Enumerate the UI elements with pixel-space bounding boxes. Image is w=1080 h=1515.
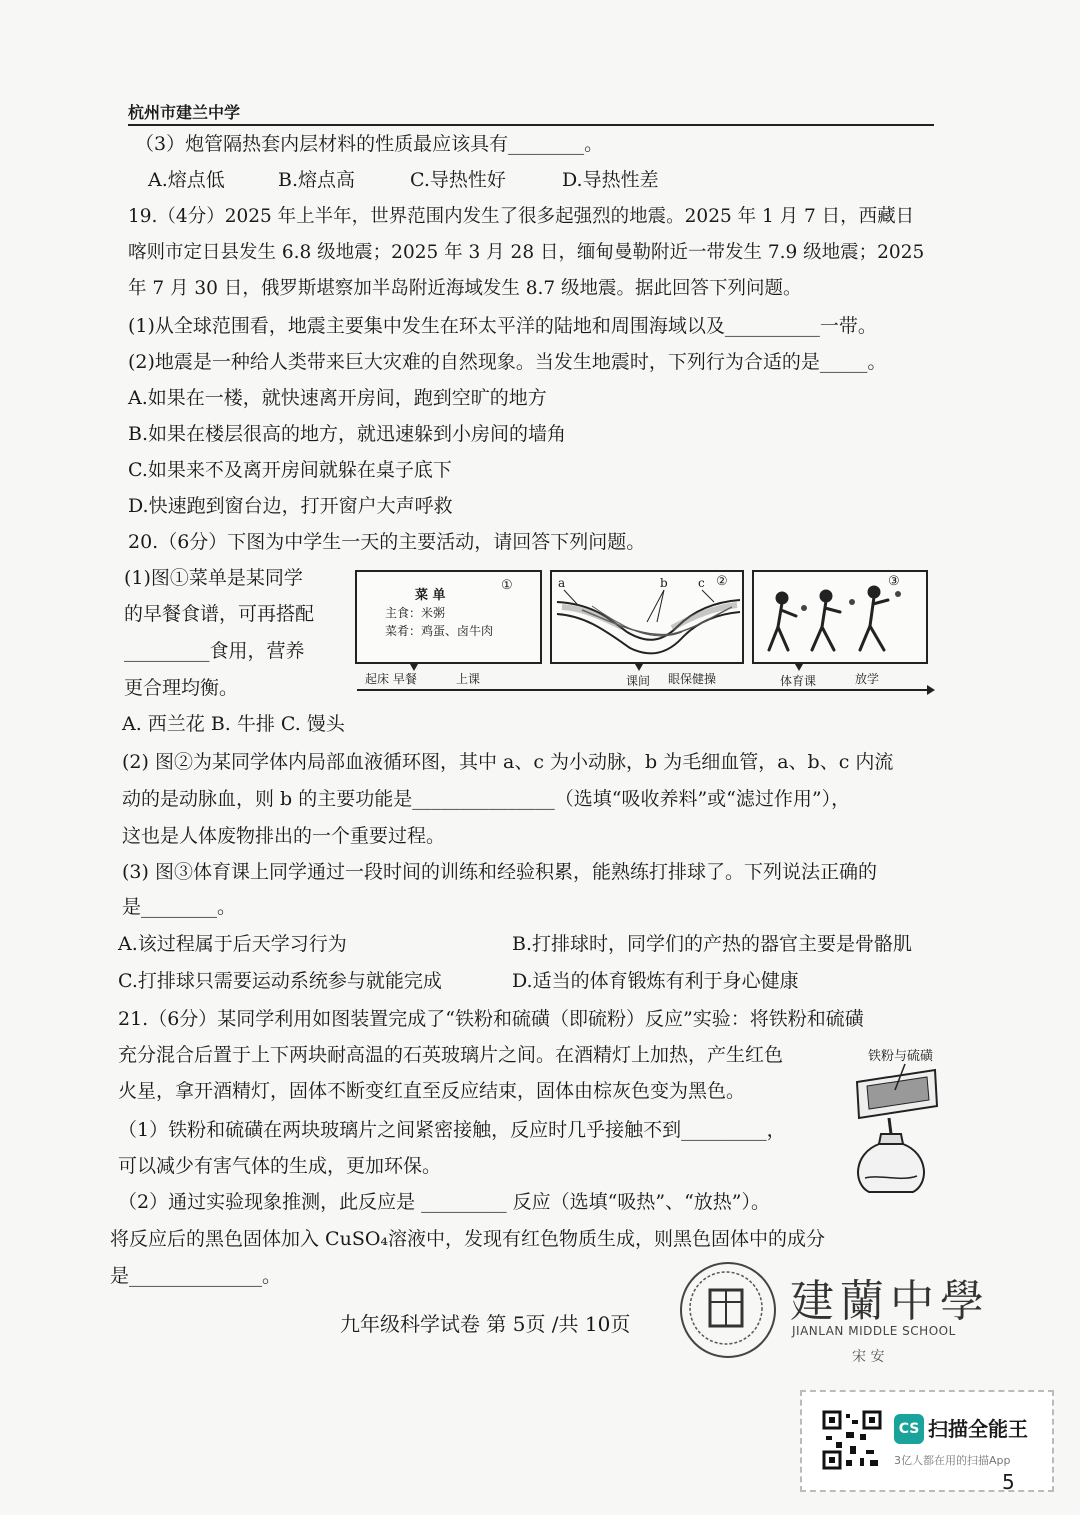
timeline-label-pe: 体育课 — [780, 674, 817, 688]
q18-option-c: C.导热性好 — [410, 169, 506, 191]
figure-number-3: ③ — [888, 574, 900, 589]
q21-sub2-line1: （2）通过实验现象推测，此反应是 _________ 反应（选填“吸热”、“放热”）。 — [118, 1191, 771, 1213]
capillary-diagram — [552, 572, 742, 662]
q20-option-c: C.打排球只需要运动系统参与就能完成 — [118, 970, 442, 992]
q20-option-d: D.适当的体育锻炼有利于身心健康 — [512, 970, 799, 992]
q21-sub1-line1: （1）铁粉和硫磺在两块玻璃片之间紧密接触，反应时几乎接触不到_________， — [118, 1119, 786, 1141]
menu-main-dish: 主食：米粥 — [385, 606, 446, 620]
timeline-label-eye-exercise: 眼保健操 — [668, 672, 717, 686]
stamp-school-english: JIANLAN MIDDLE SCHOOL — [792, 1324, 956, 1338]
figure-menu-panel — [355, 570, 542, 664]
q19-line3: 年 7 月 30 日，俄罗斯堪察加半岛附近海域发生 8.7 级地震。据此回答下列问题。 — [128, 278, 802, 299]
label-c: c — [698, 576, 705, 590]
menu-side-dish: 菜肴：鸡蛋、卤牛肉 — [385, 624, 494, 638]
q19-line1: 19.（4分）2025 年上半年，世界范围内发生了很多起强烈的地震。2025 年 1 月 7 日，西藏日 — [128, 206, 915, 227]
q20-sub1-line1: (1)图①菜单是某同学 — [124, 567, 303, 589]
q19-line2: 喀则市定日县发生 6.8 级地震；2025 年 3 月 28 日，缅甸曼勒附近一带发生 7.9 级地震；2025 — [128, 242, 925, 263]
q19-sub1: (1)从全球范围看，地震主要集中发生在环太平洋的陆地和周围海域以及__________一带。 — [128, 315, 877, 337]
camscanner-logo-icon: CS — [894, 1414, 924, 1444]
alcohol-lamp-apparatus — [845, 1062, 945, 1202]
stamp-signature: 宋 安 — [852, 1349, 885, 1365]
corner-page-number: 5 — [1002, 1470, 1015, 1494]
school-seal — [680, 1262, 776, 1358]
figure-circulation-panel — [550, 570, 744, 664]
q21-sub1-line2: 可以减少有害气体的生成，更加环保。 — [118, 1155, 442, 1177]
timeline-tick-pe — [795, 664, 803, 671]
q20-sub3-line2: 是________。 — [122, 896, 237, 918]
figure-volleyball-panel — [752, 570, 928, 664]
figure-number-1: ① — [501, 578, 513, 593]
q20-option-a: A.该过程属于后天学习行为 — [118, 933, 347, 955]
menu-title: 菜 单 — [415, 588, 446, 603]
label-b: b — [660, 576, 668, 590]
q19-option-a: A.如果在一楼，就快速离开房间，跑到空旷的地方 — [128, 387, 547, 409]
q20-sub2-line2: 动的是动脉血，则 b 的主要功能是_______________（选填“吸收养料”或“滤过作用”）， — [122, 788, 851, 810]
qr-code-icon — [822, 1410, 882, 1470]
q21-line1: 21.（6分）某同学利用如图装置完成了“铁粉和硫磺（即硫粉）反应”实验：将铁粉和硫磺 — [118, 1008, 864, 1030]
q20-sub1-line2: 的早餐食谱，可再搭配 — [124, 603, 315, 625]
q20-sub1-line4: 更合理均衡。 — [124, 677, 239, 699]
q18-option-d: D.导热性差 — [562, 169, 659, 191]
q20-sub1-line3: _________食用，营养 — [124, 640, 305, 662]
scanner-brand: 扫描全能王 — [928, 1417, 1028, 1441]
school-header: 杭州市建兰中学 — [128, 103, 241, 122]
timeline-label-wake-breakfast: 起床 早餐 — [365, 672, 417, 686]
figure-number-2: ② — [716, 574, 728, 589]
q18-sub3: （3）炮管隔热套内层材料的性质最应该具有________。 — [135, 133, 604, 155]
q18-option-b: B.熔点高 — [278, 169, 356, 191]
q19-option-b: B.如果在楼层很高的地方，就迅速躲到小房间的墙角 — [128, 423, 567, 445]
timeline-label-class: 上课 — [456, 672, 481, 686]
q21-line2: 充分混合后置于上下两块耐高温的石英玻璃片之间。在酒精灯上加热，产生红色 — [118, 1044, 784, 1066]
timeline-tick-break — [635, 664, 643, 671]
q19-option-c: C.如果来不及离开房间就躲在桌子底下 — [128, 459, 452, 481]
page-footer: 九年级科学试卷 第 5页 /共 10页 — [340, 1312, 631, 1336]
q19-option-d: D.快速跑到窗台边，打开窗户大声呼救 — [128, 495, 453, 517]
stamp-school-name: 建蘭中學 — [790, 1276, 990, 1327]
q18-option-a: A.熔点低 — [148, 169, 225, 191]
q20-title: 20.（6分）下图为中学生一天的主要活动，请回答下列问题。 — [128, 531, 646, 553]
scanner-tagline: 3亿人都在用的扫描App — [894, 1454, 1011, 1467]
seal-emblem-icon — [680, 1262, 772, 1354]
q20-sub2-line3: 这也是人体废物排出的一个重要过程。 — [122, 825, 446, 847]
label-a: a — [558, 576, 566, 590]
q20-sub3-line1: (3) 图③体育课上同学通过一段时间的训练和经验积累，能熟练打排球了。下列说法正确的 — [122, 861, 877, 883]
q19-sub2: (2)地震是一种给人类带来巨大灾难的自然现象。当发生地震时，下列行为合适的是_____。 — [128, 351, 887, 373]
header-rule — [128, 124, 934, 126]
q21-sub2-line3: 是______________。 — [110, 1265, 282, 1287]
q20-option-b: B.打排球时，同学们的产热的器官主要是骨骼肌 — [512, 933, 913, 955]
q20-sub2-line1: (2) 图②为某同学体内局部血液循环图，其中 a、c 为小动脉，b 为毛细血管，a、b、c 内流 — [122, 751, 894, 773]
timeline-label-dismissal: 放学 — [855, 672, 880, 686]
scanner-watermark — [800, 1390, 1054, 1492]
timeline-label-break: 课间 — [626, 674, 651, 688]
q21-line3: 火星，拿开酒精灯，固体不断变红直至反应结束，固体由棕灰色变为黑色。 — [118, 1080, 746, 1102]
apparatus-label: 铁粉与硫磺 — [868, 1049, 934, 1064]
q21-sub2-line2: 将反应后的黑色固体加入 CuSO₄溶液中，发现有红色物质生成，则黑色固体中的成分 — [110, 1228, 826, 1250]
q20-sub1-options: A. 西兰花 B. 牛排 C. 馒头 — [122, 713, 345, 735]
volleyball-players-figure — [754, 572, 926, 662]
